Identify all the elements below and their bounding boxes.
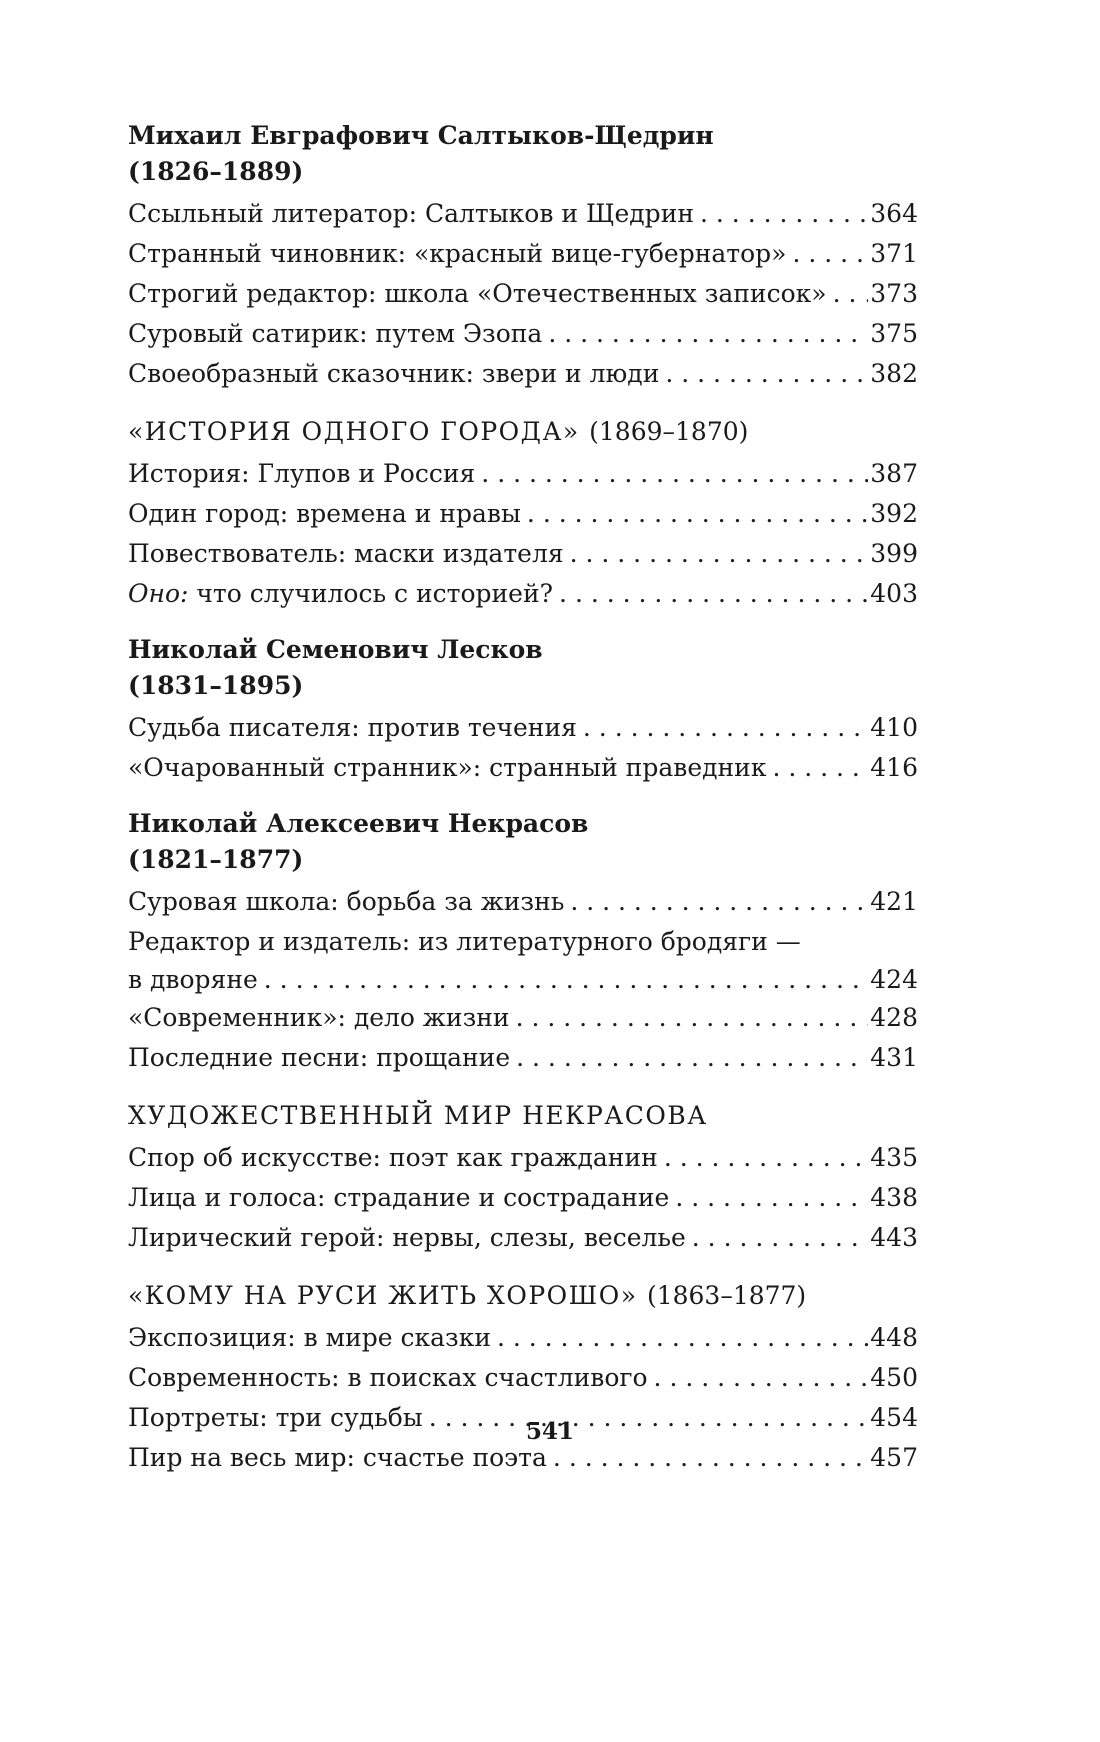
entry-page-number: 454 [870,1403,918,1432]
dot-leader [654,1358,869,1398]
toc-entry-continuation [128,962,918,998]
entry-title: Суровый сатирик: путем Эзопа [128,319,543,348]
toc-entry[interactable] [128,1138,918,1178]
section-name: «КОМУ НА РУСИ ЖИТЬ ХОРОШО» [128,1281,638,1310]
entry-page-number: 424 [870,965,918,994]
entry-page-number: 371 [870,239,918,268]
entry-page-number: 382 [870,359,918,388]
dot-leader [700,194,868,234]
section-heading [128,1276,918,1316]
entry-title: Повествователь: маски издателя [128,539,564,568]
page-number: 541 [525,1418,574,1445]
toc-entry[interactable] [128,574,918,614]
dot-leader [264,962,869,998]
section-heading [128,1096,918,1136]
toc-entry[interactable] [128,998,918,1038]
toc-author-block [128,118,918,394]
section-heading [128,412,918,452]
entry-page-number: 375 [870,319,918,348]
toc-entry[interactable] [128,882,918,922]
toc-author-block [128,632,918,788]
entry-title: Современность: в поисках счастливого [128,1363,648,1392]
entry-page-number: 410 [870,713,918,742]
toc-entry[interactable] [128,194,918,234]
dot-leader [675,1178,868,1218]
entry-title: Судьба писателя: против течения [128,713,577,742]
entry-page-number: 421 [870,887,918,916]
entry-title-rest: что случилось с историей? [188,579,554,608]
toc-entry[interactable] [128,234,918,274]
toc-entry[interactable] [128,314,918,354]
toc-entry[interactable] [128,1178,918,1218]
entry-title: Спор об искусстве: поэт как гражданин [128,1143,658,1172]
entry-title: История: Глупов и Россия [128,459,476,488]
author-name: Михаил Евграфович Салтыков-Щедрин [128,121,714,150]
entry-page-number: 448 [870,1323,918,1352]
toc-entry[interactable] [128,274,918,314]
table-of-contents [128,118,918,1496]
author-heading [128,118,918,190]
section-name: ХУДОЖЕСТВЕННЫЙ МИР НЕКРАСОВА [128,1101,708,1130]
entry-page-number: 373 [870,279,918,308]
entry-page-number: 443 [870,1223,918,1252]
entry-title: «Очарованный странник»: странный праведник [128,753,767,782]
dot-leader [516,1038,868,1078]
entry-title: Один город: времена и нравы [128,499,521,528]
entry-title: Своеобразный сказочник: звери и люди [128,359,660,388]
dot-leader [833,274,869,314]
entry-page-number: 387 [870,459,918,488]
dot-leader [583,708,868,748]
dot-leader [559,574,868,614]
toc-entry[interactable] [128,1218,918,1258]
toc-section-block [128,1096,918,1258]
toc-entry[interactable] [128,748,918,788]
entry-page-number: 450 [870,1363,918,1392]
entry-title: Портреты: три судьбы [128,1403,423,1432]
author-heading [128,806,918,878]
toc-author-block [128,806,918,1078]
entry-title: Пир на весь мир: счастье поэта [128,1443,547,1472]
author-years: (1821–1877) [128,845,304,874]
entry-page-number: 392 [870,499,918,528]
author-years: (1831–1895) [128,671,304,700]
entry-title: Суровая школа: борьба за жизнь [128,887,565,916]
toc-section-block [128,412,918,614]
author-years: (1826–1889) [128,157,304,186]
author-name: Николай Алексеевич Некрасов [128,809,589,838]
entry-page-number: 403 [870,579,918,608]
toc-entry[interactable] [128,708,918,748]
entry-title: в дворяне [128,965,258,994]
toc-entry[interactable] [128,354,918,394]
entry-title-italic: Оно: [128,579,189,608]
dot-leader [481,454,868,494]
entry-title: Лица и голоса: страдание и сострадание [128,1183,670,1212]
entry-title: Последние песни: прощание [128,1043,511,1072]
dot-leader [570,534,869,574]
entry-title: Экспозиция: в мире сказки [128,1323,491,1352]
entry-title: Странный чиновник: «красный вице-губернатор» [128,239,787,268]
dot-leader [692,1218,869,1258]
dot-leader [516,998,869,1038]
entry-title [128,574,559,614]
toc-entry[interactable] [128,494,918,534]
entry-page-number: 435 [870,1143,918,1172]
entry-title: Строгий редактор: школа «Отечественных записок» [128,279,827,308]
toc-entry[interactable] [128,1038,918,1078]
entry-page-number: 364 [870,199,918,228]
entry-page-number: 428 [870,1003,918,1032]
section-name: «ИСТОРИЯ ОДНОГО ГОРОДА» [128,417,580,446]
dot-leader [792,234,868,274]
toc-entry[interactable] [128,454,918,494]
toc-section-block [128,1276,918,1478]
dot-leader [527,494,868,534]
entry-page-number: 457 [870,1443,918,1472]
section-years: (1869–1870) [589,417,749,446]
toc-entry-multiline[interactable] [128,922,918,998]
dot-leader [772,748,868,788]
author-heading [128,632,918,704]
toc-entry[interactable] [128,1318,918,1358]
entry-page-number: 399 [870,539,918,568]
dot-leader [548,314,868,354]
dot-leader [497,1318,868,1358]
entry-page-number: 438 [870,1183,918,1212]
entry-page-number: 416 [870,753,918,782]
entry-title-line1: Редактор и издатель: из литературного бродяги — [128,927,801,956]
entry-title: «Современник»: дело жизни [128,1003,510,1032]
entry-title: Лирический герой: нервы, слезы, веселье [128,1223,686,1252]
dot-leader [665,354,868,394]
dot-leader [570,882,868,922]
entry-page-number: 431 [870,1043,918,1072]
entry-title: Ссыльный литератор: Салтыков и Щедрин [128,199,695,228]
section-years: (1863–1877) [646,1281,807,1310]
author-name: Николай Семенович Лесков [128,635,543,664]
dot-leader [664,1138,868,1178]
toc-entry[interactable] [128,1358,918,1398]
toc-entry[interactable] [128,534,918,574]
